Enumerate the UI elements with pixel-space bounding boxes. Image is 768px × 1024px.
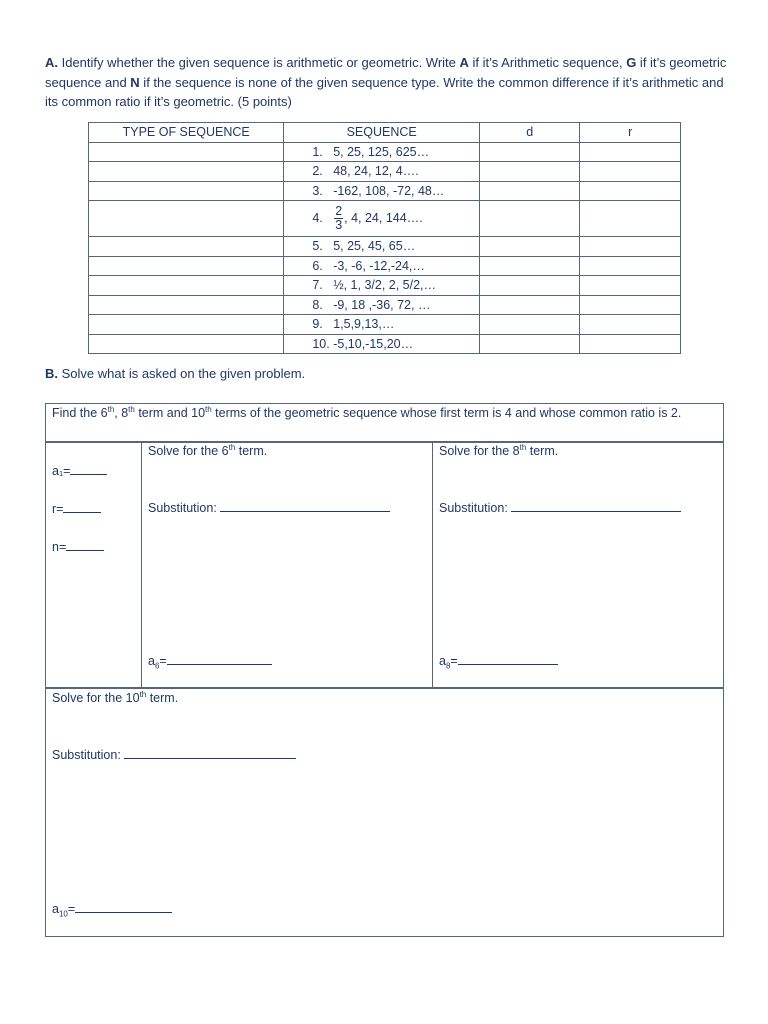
table-row — [89, 162, 681, 182]
d-answer-cell[interactable] — [479, 295, 580, 315]
d-answer-cell[interactable] — [479, 181, 580, 201]
table-row — [89, 237, 681, 257]
table-row — [89, 181, 681, 201]
a6-answer: $a_6=$ — [148, 652, 272, 671]
a1-given: a₁= — [52, 462, 107, 481]
eighth-substitution: Substitution: — [439, 499, 681, 518]
sequence-cell: 8. -9, 18 ,-36, 72, … — [284, 295, 480, 315]
r-answer-cell[interactable] — [580, 276, 681, 296]
table-header-row — [89, 123, 681, 143]
r-answer-cell[interactable] — [580, 315, 681, 335]
n-blank[interactable] — [66, 539, 104, 551]
part-b-text: Solve what is asked on the given problem. — [58, 366, 306, 381]
table-row — [89, 256, 681, 276]
a8-blank[interactable] — [458, 653, 558, 665]
part-a-text-2: if it’s Arithmetic sequence, — [468, 55, 627, 70]
part-b-letter: B. — [45, 366, 58, 381]
type-answer-cell[interactable] — [89, 334, 284, 354]
r-answer-cell[interactable] — [580, 237, 681, 257]
header-r: r — [580, 123, 681, 143]
type-answer-cell[interactable] — [89, 295, 284, 315]
r-answer-cell[interactable] — [580, 162, 681, 182]
sequence-cell: 7. ½, 1, 3/2, 2, 5/2,… — [284, 276, 480, 296]
table-row — [89, 334, 681, 354]
arithmetic-letter: A — [459, 55, 469, 70]
n-given: n= — [52, 538, 104, 557]
table-row — [89, 295, 681, 315]
type-answer-cell[interactable] — [89, 315, 284, 335]
d-answer-cell[interactable] — [479, 315, 580, 335]
a1-blank[interactable] — [70, 463, 107, 475]
sequence-cell: 3. -162, 108, -72, 48… — [284, 181, 480, 201]
d-answer-cell[interactable] — [479, 237, 580, 257]
sequence-cell: 2. 48, 24, 12, 4…. — [284, 162, 480, 182]
table-row — [89, 276, 681, 296]
r-answer-cell[interactable] — [580, 295, 681, 315]
part-a-instructions — [45, 53, 730, 112]
r-answer-cell[interactable] — [580, 201, 681, 237]
a6-blank[interactable] — [167, 653, 272, 665]
r-answer-cell[interactable] — [580, 181, 681, 201]
tenth-substitution: Substitution: — [52, 746, 296, 765]
a10-answer: $a_{10}=$ — [52, 900, 172, 919]
none-letter: N — [130, 74, 140, 90]
type-answer-cell[interactable] — [89, 142, 284, 162]
part-a-text-4: if the sequence is none of the given sequence type. Write the common difference if it’s arithmetic and its common ratio if it’s geometric. (5 points) — [45, 74, 724, 109]
part-a-letter: A. — [45, 55, 58, 70]
r-answer-cell[interactable] — [580, 334, 681, 354]
type-answer-cell[interactable] — [89, 237, 284, 257]
sequence-cell: 1. 5, 25, 125, 625… — [284, 142, 480, 162]
geometric-letter: G — [626, 55, 637, 70]
fraction-two-thirds: $\frac{2}{3}$ — [335, 204, 343, 232]
header-type: TYPE OF SEQUENCE — [89, 123, 284, 143]
sequence-cell: 4. $\frac{2}{3}$ , 4, 24, 144…. — [284, 201, 480, 237]
sequence-cell: 5. 5, 25, 45, 65… — [284, 237, 480, 257]
sequence-cell: 6. -3, -6, -12,-24,… — [284, 256, 480, 276]
a8-answer: $a_8=$ — [439, 652, 558, 671]
d-answer-cell[interactable] — [479, 162, 580, 182]
type-answer-cell[interactable] — [89, 201, 284, 237]
part-a-text-1: Identify whether the given sequence is arithmetic or geometric. Write — [58, 55, 460, 70]
d-answer-cell[interactable] — [479, 142, 580, 162]
part-a-text-3: if it’s geometric sequence and — [45, 55, 727, 90]
a10-blank[interactable] — [75, 901, 172, 913]
tenth-substitution-blank[interactable] — [124, 747, 296, 759]
sequence-table — [88, 122, 681, 354]
header-sequence: SEQUENCE — [284, 123, 480, 143]
table-row — [89, 142, 681, 162]
sixth-term-title: Solve for the 6th term. — [148, 442, 268, 458]
tenth-term-title: Solve for the 10th term. — [52, 689, 179, 705]
header-d: d — [479, 123, 580, 143]
table-row — [89, 315, 681, 335]
r-answer-cell[interactable] — [580, 142, 681, 162]
d-answer-cell[interactable] — [479, 201, 580, 237]
eighth-term-title: Solve for the 8th term. — [439, 442, 559, 458]
type-answer-cell[interactable] — [89, 276, 284, 296]
r-answer-cell[interactable] — [580, 256, 681, 276]
type-answer-cell[interactable] — [89, 256, 284, 276]
type-answer-cell[interactable] — [89, 162, 284, 182]
part-b-instructions — [45, 366, 305, 381]
r-given: r= — [52, 500, 101, 519]
problem-statement: Find the 6th, 8th term and 10th terms of the geometric sequence whose first term is 4 and whose common ratio is 2. — [52, 404, 682, 420]
d-answer-cell[interactable] — [479, 276, 580, 296]
d-answer-cell[interactable] — [479, 256, 580, 276]
sequence-cell: 9. 1,5,9,13,… — [284, 315, 480, 335]
eighth-substitution-blank[interactable] — [511, 500, 681, 512]
d-answer-cell[interactable] — [479, 334, 580, 354]
sixth-substitution-blank[interactable] — [220, 500, 390, 512]
r-blank[interactable] — [63, 501, 101, 513]
type-answer-cell[interactable] — [89, 181, 284, 201]
sixth-substitution: Substitution: — [148, 499, 390, 518]
sequence-cell: 10. -5,10,-15,20… — [284, 334, 480, 354]
table-row — [89, 201, 681, 237]
